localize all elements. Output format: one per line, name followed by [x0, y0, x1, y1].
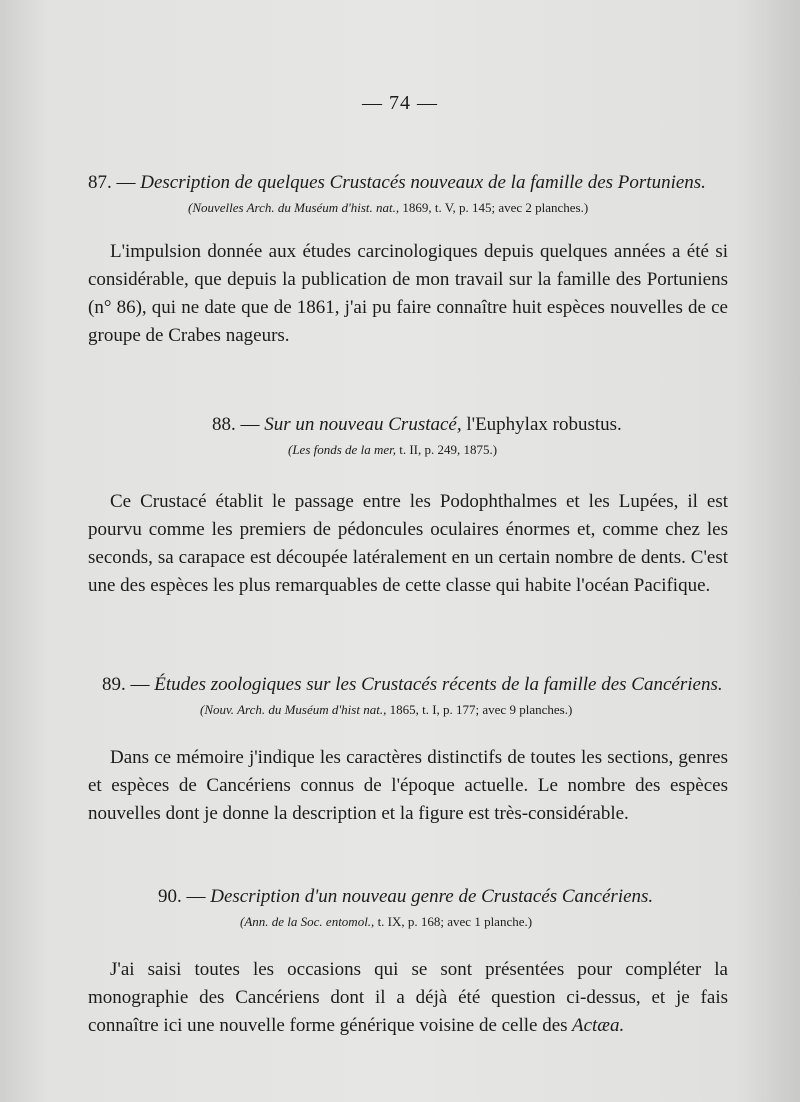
reference-source: (Nouvelles Arch. du Muséum d'hist. nat., — [188, 200, 400, 215]
reference-source: (Nouv. Arch. du Muséum d'hist nat., — [200, 702, 387, 717]
title-dash: — — [111, 172, 141, 193]
entry-title-text: Études zoologiques sur les Crustacés récents de la famille des Cancériens. — [154, 674, 723, 695]
entry-reference — [88, 200, 728, 216]
entry-title-species: l'Euphylax robustus. — [461, 414, 622, 435]
entry-title-text: Description d'un nouveau genre de Crustacés Cancériens. — [210, 886, 654, 907]
entry-reference — [88, 702, 728, 718]
title-dash: — — [125, 674, 155, 695]
reference-source: (Les fonds de la mer, — [288, 442, 396, 457]
reference-details: 1869, t. V, p. 145; avec 2 planches.) — [399, 200, 589, 215]
entry-number: 90. — [158, 886, 182, 907]
entry-87 — [88, 172, 728, 350]
reference-source: (Ann. de la Soc. entomol., — [240, 914, 375, 929]
entry-reference — [88, 914, 728, 930]
entry-reference — [88, 442, 728, 458]
entry-title — [88, 674, 728, 696]
reference-details: 1865, t. I, p. 177; avec 9 planches.) — [386, 702, 573, 717]
entry-title-text: Sur un nouveau Crustacé, — [264, 414, 462, 435]
entry-paragraph — [88, 956, 728, 1040]
paragraph-text: J'ai saisi toutes les occasions qui se sont présentées pour compléter la monographie des Cancériens dont il a déjà été question ci-dessus, et je fais connaître ici une nouvelle forme générique voisine de celle des — [88, 959, 728, 1036]
entry-title-text: Description de quelques Crustacés nouveaux de la famille des Portuniens. — [140, 172, 706, 193]
entry-number: 88. — [212, 414, 236, 435]
entry-89 — [88, 674, 728, 828]
title-dash: — — [235, 414, 265, 435]
entry-number: 87. — [88, 172, 112, 193]
entry-88 — [88, 414, 728, 600]
entry-number: 89. — [102, 674, 126, 695]
entry-title — [88, 886, 728, 908]
entry-paragraph: L'impulsion donnée aux études carcinologiques depuis quelques années a été si considérable, que depuis la publication de mon travail sur la famille des Portuniens (n° 86), qui ne date que de 1861, j'ai pu faire connaître huit espèces nouvelles de ce groupe de Crabes nageurs. — [88, 241, 728, 346]
entry-90 — [88, 886, 728, 1040]
page-number: — 74 — — [362, 92, 438, 114]
title-dash: — — [181, 886, 211, 907]
reference-details: t. IX, p. 168; avec 1 planche.) — [374, 914, 533, 929]
entry-paragraph: Ce Crustacé établit le passage entre les Podophthalmes et les Lupées, il est pourvu comme les premiers de pédoncules oculaires énormes et, comme chez les seconds, sa carapace est découpée latéralement en un certain nombre de dents. C'est une des espèces les plus remarquables de cette classe qui habite l'océan Pacifique. — [88, 491, 728, 596]
paragraph-italic-genus: Actæa. — [567, 1015, 625, 1036]
entry-title — [88, 172, 728, 194]
entry-paragraph: Dans ce mémoire j'indique les caractères distinctifs de toutes les sections, genres et espèces de Cancériens connus de l'époque actuelle. Le nombre des espèces nouvelles dont je donne la description et la figure est très-considérable. — [88, 747, 728, 824]
reference-details: t. II, p. 249, 1875.) — [395, 442, 498, 457]
entry-title — [88, 414, 728, 436]
